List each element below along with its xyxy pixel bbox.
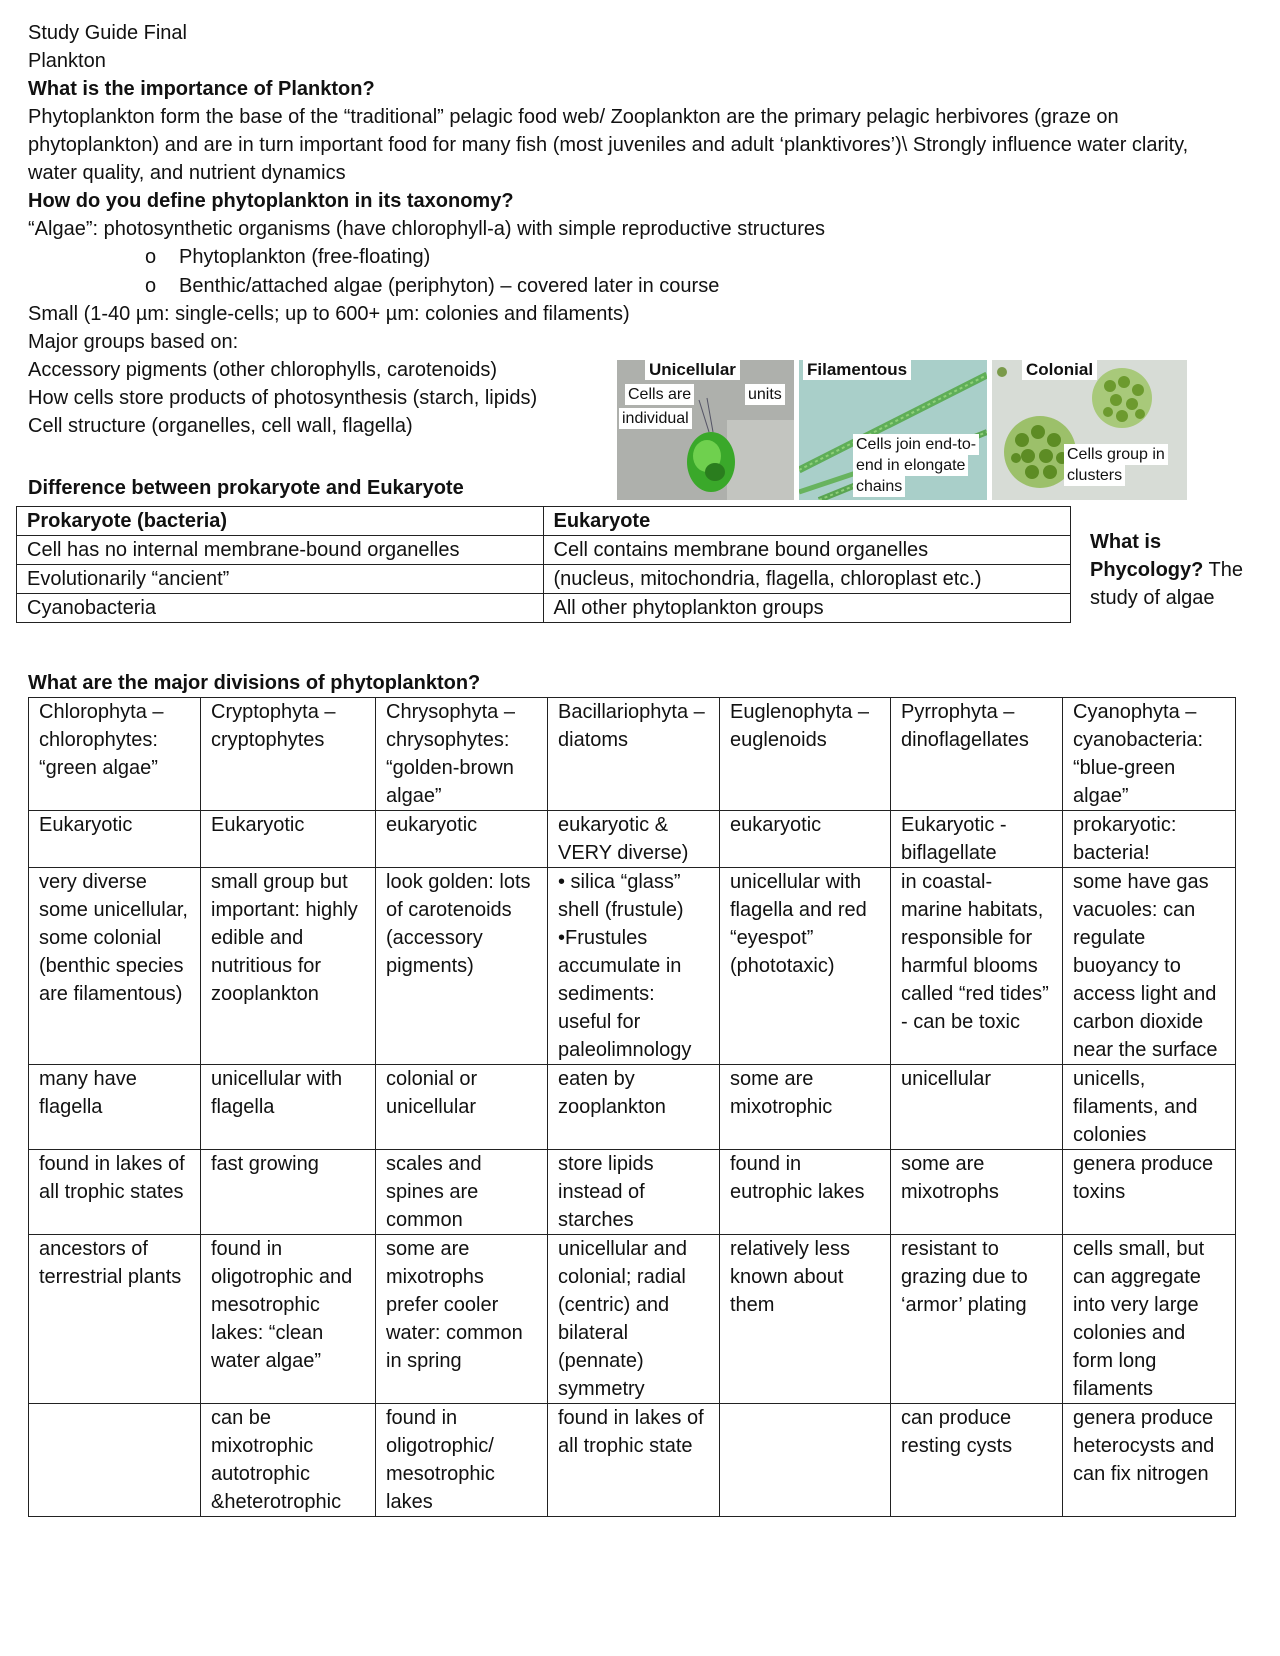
table-cell	[29, 1404, 201, 1517]
filamentous-label: chains	[853, 476, 905, 497]
phycology-note	[1090, 528, 1270, 612]
filamentous-panel	[799, 360, 987, 500]
divisions-table	[28, 697, 1236, 1517]
size-range: Small (1-40 µm: single-cells; up to 600+ µm: colonies and filaments)	[28, 303, 630, 325]
table-cell: found in oligotrophic/ mesotrophic lakes	[376, 1404, 548, 1517]
filamentous-label: end in elongate	[853, 455, 968, 476]
table-row	[29, 811, 1236, 868]
table-cell: eukaryotic & VERY diverse)	[548, 811, 720, 868]
table-cell: genera produce heterocysts and can fix nitrogen	[1063, 1404, 1236, 1517]
list-item	[145, 272, 719, 300]
filamentous-title: Filamentous	[803, 360, 911, 380]
table-row	[17, 565, 1071, 594]
table-cell: genera produce toxins	[1063, 1150, 1236, 1235]
bullet-text: Benthic/attached algae (periphyton) – covered later in course	[179, 275, 720, 297]
table-cell: Cell has no internal membrane-bound organelles	[17, 536, 544, 565]
unicellular-label: Cells are	[625, 384, 694, 405]
table-cell: found in lakes of all trophic state	[548, 1404, 720, 1517]
list-item	[145, 243, 430, 271]
table-cell: unicellular with flagella and red “eyespot” (phototaxic)	[720, 868, 891, 1065]
table-cell: unicellular and colonial; radial (centric) and bilateral (pennate) symmetry	[548, 1235, 720, 1404]
table-cell: unicellular with flagella	[201, 1065, 376, 1150]
unicellular-title: Unicellular	[645, 360, 740, 380]
table-cell: unicellular	[891, 1065, 1063, 1150]
table-cell: Eukaryotic -biflagellate	[891, 811, 1063, 868]
table-cell: • silica “glass” shell (frustule) •Frustules accumulate in sediments: useful for paleolimnology	[548, 868, 720, 1065]
table-cell: prokaryotic: bacteria!	[1063, 811, 1236, 868]
colonial-panel	[992, 360, 1187, 500]
table-cell: can produce resting cysts	[891, 1404, 1063, 1517]
table-header-cell: Prokaryote (bacteria)	[17, 507, 544, 536]
table-cell: some are mixotrophs prefer cooler water: common in spring	[376, 1235, 548, 1404]
table-cell: ancestors of terrestrial plants	[29, 1235, 201, 1404]
document-title: Study Guide Final	[28, 22, 187, 44]
table-cell: found in oligotrophic and mesotrophic lakes: “clean water algae”	[201, 1235, 376, 1404]
table-cell: very diverse some unicellular, some colonial (benthic species are filamentous)	[29, 868, 201, 1065]
prokaryote-eukaryote-table	[16, 506, 1071, 623]
unicellular-panel	[617, 360, 794, 500]
table-row	[29, 1404, 1236, 1517]
table-row	[29, 1235, 1236, 1404]
colonial-title: Colonial	[1022, 360, 1097, 380]
colonial-label: clusters	[1064, 465, 1125, 486]
table-cell: many have flagella	[29, 1065, 201, 1150]
table-cell: Chlorophyta – chlorophytes: “green algae”	[29, 698, 201, 811]
table-cell: Cyanobacteria	[17, 594, 544, 623]
filamentous-label: Cells join end-to-	[853, 434, 979, 455]
table-cell: store lipids instead of starches	[548, 1150, 720, 1235]
table-cell: Bacillariophyta – diatoms	[548, 698, 720, 811]
table-cell: found in eutrophic lakes	[720, 1150, 891, 1235]
table-cell: Cryptophyta – cryptophytes	[201, 698, 376, 811]
divisions-heading: What are the major divisions of phytoplankton?	[28, 672, 481, 694]
table-cell: (nucleus, mitochondria, flagella, chloroplast etc.)	[543, 565, 1071, 594]
phycology-question: What is Phycology?	[1090, 531, 1204, 581]
table-cell: eaten by zooplankton	[548, 1065, 720, 1150]
algae-definition: “Algae”: photosynthetic organisms (have chlorophyll-a) with simple reproductive structures	[28, 218, 826, 240]
importance-question: What is the importance of Plankton?	[28, 78, 375, 100]
table-cell: in coastal-marine habitats, responsible for harmful blooms called “red tides” - can be toxic	[891, 868, 1063, 1065]
table-cell: found in lakes of all trophic states	[29, 1150, 201, 1235]
colonial-label: Cells group in	[1064, 444, 1168, 465]
table-row	[17, 594, 1071, 623]
table-row	[29, 1150, 1236, 1235]
bullet-text: Phytoplankton (free-floating)	[179, 246, 431, 268]
table-cell: eukaryotic	[720, 811, 891, 868]
table-cell	[720, 1404, 891, 1517]
prokaryote-heading: Difference between prokaryote and Eukaryote	[28, 477, 464, 499]
table-cell: some are mixotrophic	[720, 1065, 891, 1150]
bullet-mark: o	[145, 246, 157, 268]
importance-answer: Phytoplankton form the base of the “traditional” pelagic food web/ Zooplankton are the primary pelagic herbivores (graze on phytoplankton) and are in turn important food for many fish (most juveniles and adult ‘planktivores’)\ Strongly influence water clarity, water quality, and nutrient dynamics	[28, 106, 1189, 184]
table-cell: some are mixotrophs	[891, 1150, 1063, 1235]
algae-forms-figure	[617, 360, 1187, 500]
table-cell: colonial or unicellular	[376, 1065, 548, 1150]
table-cell: Euglenophyta – euglenoids	[720, 698, 891, 811]
table-cell: can be mixotrophic autotrophic &heterotrophic	[201, 1404, 376, 1517]
table-row	[29, 1065, 1236, 1150]
unicellular-label: units	[745, 384, 785, 405]
table-cell: scales and spines are common	[376, 1150, 548, 1235]
table-cell: fast growing	[201, 1150, 376, 1235]
unicellular-label: individual	[619, 408, 692, 429]
table-cell: look golden: lots of carotenoids (accessory pigments)	[376, 868, 548, 1065]
topic-label: Plankton	[28, 50, 106, 72]
table-cell: Pyrrophyta – dinoflagellates	[891, 698, 1063, 811]
table-cell: some have gas vacuoles: can regulate buoyancy to access light and carbon dioxide near the surface	[1063, 868, 1236, 1065]
table-row	[17, 536, 1071, 565]
table-cell: eukaryotic	[376, 811, 548, 868]
table-cell: resistant to grazing due to ‘armor’ plating	[891, 1235, 1063, 1404]
table-cell: Evolutionarily “ancient”	[17, 565, 544, 594]
group-criterion: How cells store products of photosynthesis (starch, lipids)	[28, 387, 538, 409]
table-row	[29, 698, 1236, 811]
phycology-answer: The study of algae	[1090, 559, 1244, 609]
table-cell: Eukaryotic	[29, 811, 201, 868]
table-cell: Chrysophyta – chrysophytes: “golden-brown algae”	[376, 698, 548, 811]
table-cell: relatively less known about them	[720, 1235, 891, 1404]
group-criterion: Cell structure (organelles, cell wall, flagella)	[28, 415, 413, 437]
table-cell: unicells, filaments, and colonies	[1063, 1065, 1236, 1150]
groups-intro: Major groups based on:	[28, 331, 239, 353]
table-cell: small group but important: highly edible and nutritious for zooplankton	[201, 868, 376, 1065]
bullet-mark: o	[145, 275, 157, 297]
taxonomy-question: How do you define phytoplankton in its taxonomy?	[28, 190, 514, 212]
group-criterion: Accessory pigments (other chlorophylls, carotenoids)	[28, 359, 498, 381]
table-header-row	[17, 507, 1071, 536]
table-cell: All other phytoplankton groups	[543, 594, 1071, 623]
table-cell: Cell contains membrane bound organelles	[543, 536, 1071, 565]
table-cell: cells small, but can aggregate into very large colonies and form long filaments	[1063, 1235, 1236, 1404]
table-cell: Cyanophyta – cyanobacteria: “blue-green algae”	[1063, 698, 1236, 811]
table-row	[29, 868, 1236, 1065]
table-cell: Eukaryotic	[201, 811, 376, 868]
table-header-cell: Eukaryote	[543, 507, 1071, 536]
unicellular-cell-image	[617, 360, 794, 500]
